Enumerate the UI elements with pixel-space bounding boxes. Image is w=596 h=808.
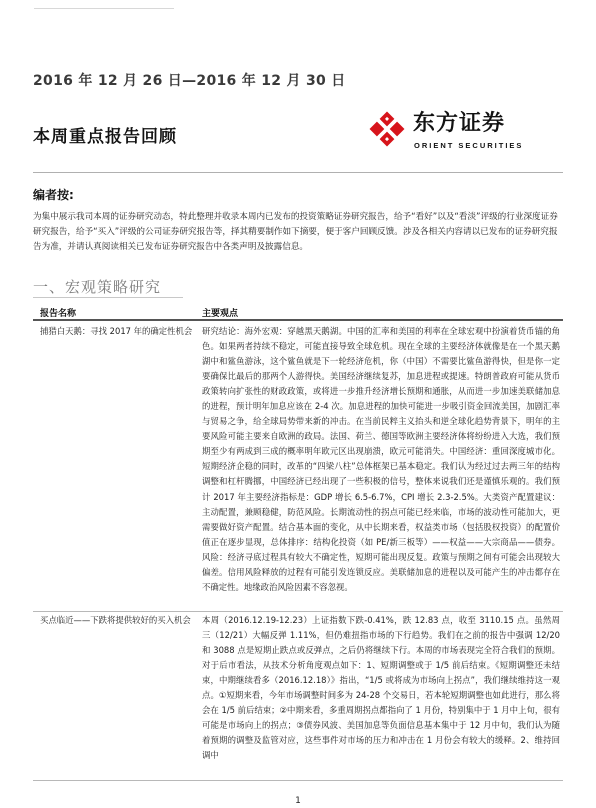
column-header-report-name: 报告名称 <box>40 309 77 319</box>
editor-note-text: 为集中展示我司本周的证券研究动态，特此整理并收录本周内已发布的投资策略证券研究报告，给予“看好”以及“看淡”评级的行业深度证券研究报告，给予“买入”评级的公司证券研究报告等，择其精要制作如下摘要，便于客户回顾反馈。涉及各相关内容请以已发布的证券研究报告为准，并请认真阅读相关已发布证券研究报告中各类声明及披露信息。 <box>33 212 558 252</box>
report-name-cell: 买点临近——下跌将提供较好的买入机会 <box>40 615 191 625</box>
section-underline <box>33 297 183 298</box>
logo-name-en: ORIENT SECURITIES <box>414 141 524 150</box>
table-header-rule <box>33 319 563 321</box>
header-rule <box>34 8 174 9</box>
editor-note-heading: 编者按: <box>33 188 74 202</box>
table-row-divider <box>33 611 563 612</box>
logo-name-cn: 东方证券 <box>413 111 506 136</box>
report-summary-cell: 本周（2016.12.19-12.23）上证指数下跌-0.41%，跌 12.83 点，收至 3110.15 点。虽然周三（12/21）大幅反弹 1.11%，但仍难扭指市场的下行趋势。我们在之前的报告中强调 12/20 和 3088 点是短期止跌点或反弹点，之后仍将继续下行。本周的市场表现完全符合我们的预期。对于后市看法，从技术分析角度观点如下：1、短期调整或于 1/5 前后结束。《短期调整还未结束，中期继续看多（2016.12.18）》指出，“1/5 或将成为市场向上拐点”，我们继续维持这一观点。①短期来看，今年市场调整时间多为 24-28 个交易日，若本轮短期调整也如此进行，那么将会在 1/5 前后结束；②中期来看，多重周期拐点都指向了 1 月份，特别集中于 1 月中上旬，很有可能是市场向上的拐点；③债券风波、美国加息等负面信息基本集中于 12 月中旬，我们认为随着预期的调整及监管对应，这些事件对市场的压力和冲击在 1 月份会有较大的缓释。2、维持回调中 <box>202 615 560 761</box>
orient-logo-icon <box>368 110 406 148</box>
column-header-main-points: 主要观点 <box>202 309 239 319</box>
company-logo <box>368 110 568 158</box>
page-title: 本周重点报告回顾 <box>33 127 177 147</box>
report-summary-cell: 研究结论：海外宏观：穿越黑天鹅湖。中国的汇率和美国的利率在全球宏观中扮演着货币锚的角色。如果两者持续不稳定，可能直接导致全球危机。现在全球的主要经济体就像是在一个黑天鹅湖中和鲨鱼游泳，这个鲨鱼就是下一轮经济危机，你（中国）不需要比鲨鱼游得快，但是你一定要确保比最后的那两个人游得快。美国经济继续复苏，加息进程或提速。特朗普政府可能从货币政策转向扩张性的财政政策，或将进一步推升经济增长预期和通胀，从而进一步加速美联储加息的进程，预计明年加息应该在 2-4 次。加息进程的加快可能进一步吸引资金回流美国，加剧汇率与贸易之争，给全球局势带来新的冲击。在当前民粹主义抬头和逆全球化趋势背景下，明年的主要风险可能主要来自欧洲的政局。法国、荷兰、德国等欧洲主要经济体将纷纷进入大选，我们预期至少有两成到三成的概率明年欧元区出现崩溃，欧元可能消失。中国经济：重回深度城市化。短期经济企稳的同时，改革的“四梁八柱”总体框架已基本稳定。我们认为经过过去两三年的结构调整和杠杆腾挪，中国经济已经出现了一些积极的信号，整体来说我们还是谨慎乐观的。我们预计 2017 年主要经济指标是：GDP 增长 6.5-6.7%，CPI 增长 2.3-2.5%。大类资产配置建议：主动配置，兼顾稳健，防范风险。长期流动性的拐点可能已经来临，市场的波动性可能加大，更需要做好资产配置。结合基本面的变化，从中长期来看，权益类市场（包括股权投资）的配置价值正在逐步显现，总体排序：结构化投资（如 PE/新三板等）——权益——大宗商品——债券。风险：经济寻底过程具有较大不确定性，短期可能出现反复。政策与预期之间有可能会出现较大偏差。信用风险释放的过程有可能引发连锁反应。美联储加息的进程以及可能产生的冲击都存在不确定性。地缘政治风险因素不容忽视。 <box>202 326 560 592</box>
header-divider <box>33 172 563 173</box>
date-range: 2016 年 12 月 26 日—2016 年 12 月 30 日 <box>33 73 346 89</box>
section-heading: 一、宏观策略研究 <box>33 278 162 296</box>
page-number: 1 <box>295 796 301 806</box>
report-name-cell: 捕猎白天鹅：寻找 2017 年的确定性机会 <box>40 326 193 336</box>
table-bottom-rule <box>33 780 563 781</box>
